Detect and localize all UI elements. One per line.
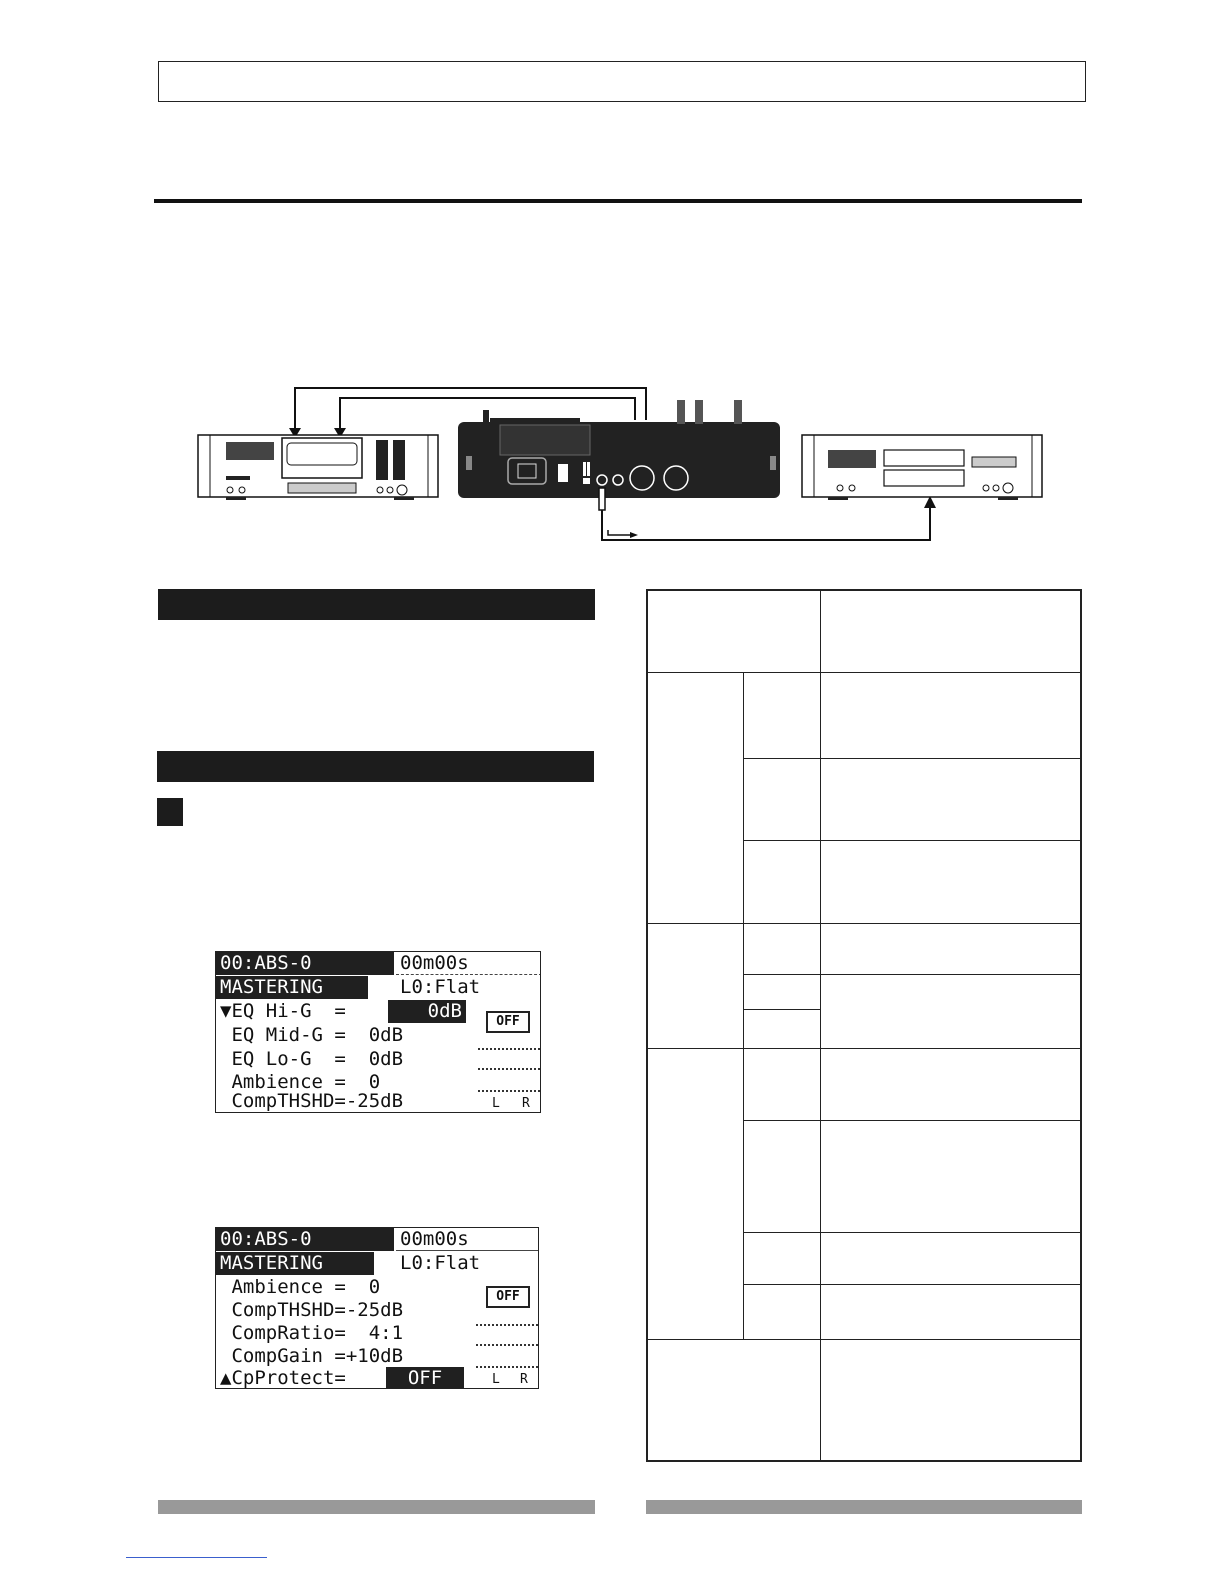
table-row-divider xyxy=(743,1284,1080,1285)
lcd-time: 00m00s xyxy=(396,952,541,975)
table-row-divider xyxy=(743,1120,1080,1121)
lcd-meter-dots xyxy=(476,1324,538,1326)
section-bar-2 xyxy=(157,751,594,782)
lcd-meter-dots xyxy=(478,1048,540,1050)
table-row-divider xyxy=(743,840,1080,841)
cd-player-icon xyxy=(802,435,1042,500)
footer-bar-right xyxy=(646,1500,1082,1514)
lcd-off-badge: OFF xyxy=(486,1286,530,1308)
table-row-divider xyxy=(648,1048,1080,1049)
lcd-meter-dots xyxy=(476,1344,538,1346)
lcd-meter-dots xyxy=(476,1366,538,1368)
lcd-meter-dots xyxy=(478,1090,540,1092)
section-bar-1 xyxy=(158,589,595,620)
lcd-param-row: EQ Mid-G = 0dB xyxy=(220,1024,404,1046)
table-row-divider xyxy=(648,1339,1080,1340)
lcd-mode: MASTERING xyxy=(216,1252,374,1275)
lcd-param-value: 0dB xyxy=(388,1000,466,1023)
lcd-param-value: OFF xyxy=(386,1367,464,1389)
lcd-meter-label-l: L xyxy=(492,1096,500,1111)
lcd-screen-1 xyxy=(215,951,541,1113)
lcd-meter-label-l: L xyxy=(492,1372,500,1387)
lcd-param-row: CompGain =+10dB xyxy=(220,1345,404,1367)
step-number-box xyxy=(157,798,183,826)
table-row-divider xyxy=(743,1009,820,1010)
page-header-box xyxy=(158,61,1086,102)
lcd-off-badge: OFF xyxy=(486,1011,530,1033)
lcd-time: 00m00s xyxy=(396,1228,539,1251)
table-row-divider xyxy=(743,758,1080,759)
lcd-param-row: Ambience = 0 xyxy=(220,1071,381,1093)
lcd-library: L0:Flat xyxy=(400,1252,481,1274)
lcd-param-row: CompRatio= 4:1 xyxy=(220,1322,404,1344)
lcd-param-row: Ambience = 0 xyxy=(220,1276,381,1298)
table-row-divider xyxy=(648,923,1080,924)
lcd-param-row: CompTHSHD=-25dB xyxy=(220,1090,404,1112)
footer-link-underline xyxy=(126,1557,267,1558)
lcd-param-row: ▼EQ Hi-G = xyxy=(220,1000,346,1022)
lcd-meter-label-r: R xyxy=(520,1372,528,1387)
lcd-meter-dots xyxy=(478,1068,540,1070)
lcd-param-row: ▲CpProtect= xyxy=(220,1367,346,1389)
table-row-divider xyxy=(648,672,1080,673)
parameter-table xyxy=(646,589,1082,1462)
footer-bar-left xyxy=(158,1500,595,1514)
lcd-param-row: EQ Lo-G = 0dB xyxy=(220,1048,404,1070)
lcd-library: L0:Flat xyxy=(400,976,481,998)
lcd-screen-2 xyxy=(215,1227,539,1389)
title-rule xyxy=(154,199,1082,203)
connection-diagram xyxy=(190,380,1050,550)
table-row-divider xyxy=(743,974,1080,975)
cassette-deck-icon xyxy=(198,435,438,500)
cable-arrow-up xyxy=(924,496,936,508)
lcd-meter-label-r: R xyxy=(522,1096,530,1111)
table-row-divider xyxy=(743,1232,1080,1233)
lcd-mode: MASTERING xyxy=(216,976,368,999)
lcd-status-left: 00:ABS-0 xyxy=(216,1228,394,1251)
lcd-param-row: CompTHSHD=-25dB xyxy=(220,1299,404,1321)
recorder-unit-icon xyxy=(458,400,780,498)
lcd-status-left: 00:ABS-0 xyxy=(216,952,394,975)
